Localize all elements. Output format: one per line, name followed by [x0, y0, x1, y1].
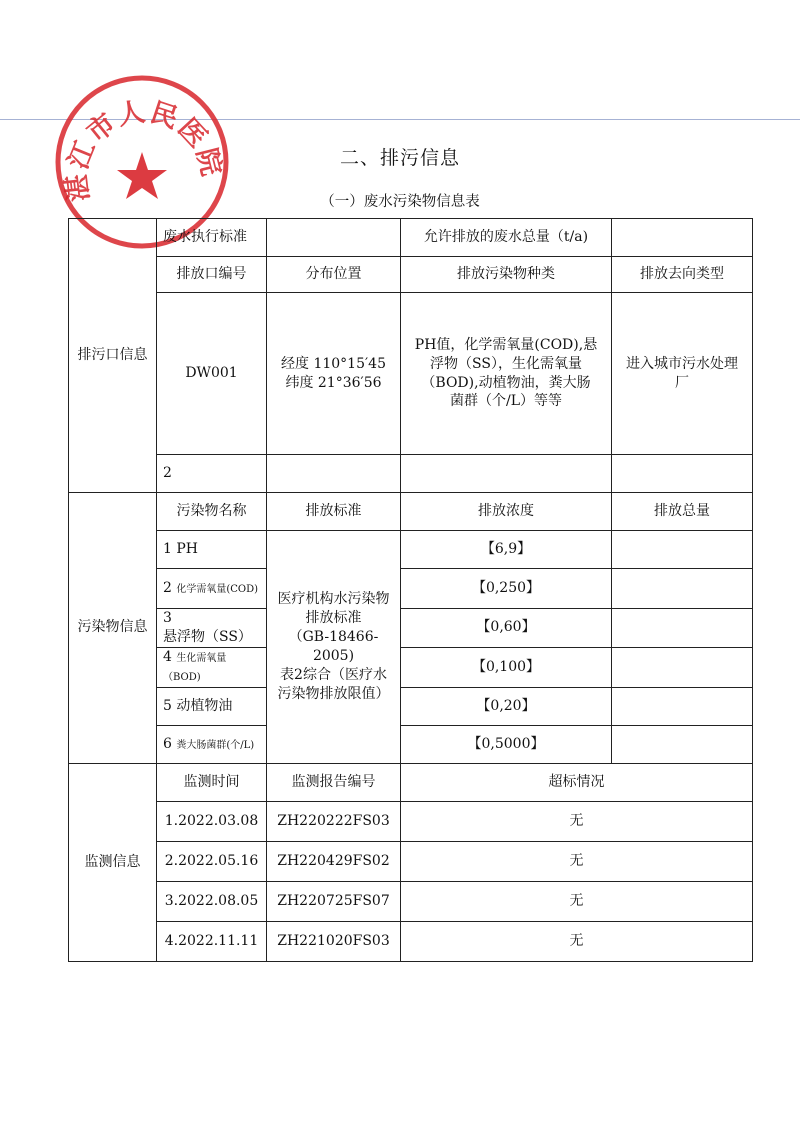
header-concentration: 排放浓度: [401, 493, 612, 531]
outlet-location: 经度 110°15′45 纬度 21°36′56: [267, 293, 401, 455]
header-report-number: 监测报告编号: [267, 763, 401, 801]
pollutant-name: 6 粪大肠菌群(个/L): [157, 725, 267, 763]
pollutant-name: 2 化学需氧量(COD): [157, 569, 267, 609]
pollutant-total: [612, 647, 753, 687]
header-exceed-status: 超标情况: [401, 763, 753, 801]
header-pollutant-types: 排放污染物种类: [401, 257, 612, 293]
header-standard: 排放标准: [267, 493, 401, 531]
pollutant-name: 3 悬浮物（SS）: [157, 609, 267, 648]
monitor-time: 4.2022.11.11: [157, 921, 267, 961]
allowed-total-value: [612, 219, 753, 257]
pollutant-concentration: 【0,250】: [401, 569, 612, 609]
pollutant-total: [612, 531, 753, 569]
pollutant-name: 5 动植物油: [157, 687, 267, 725]
monitor-time: 1.2022.03.08: [157, 801, 267, 841]
report-number: ZH220725FS07: [267, 881, 401, 921]
wastewater-pollutant-table: [68, 218, 753, 962]
header-location: 分布位置: [267, 257, 401, 293]
monitor-time: 3.2022.08.05: [157, 881, 267, 921]
exceed-status: 无: [401, 801, 753, 841]
outlet-pollutant-types: PH值，化学需氧量(COD),悬 浮物（SS），生化需氧量 （BOD),动植物油，粪大肠 菌群（个/L）等等: [401, 293, 612, 455]
section-label-outlet: 排污口信息: [69, 219, 157, 493]
seal-text: 湛江市人民医院: [61, 96, 228, 204]
header-outlet-id: 排放口编号: [157, 257, 267, 293]
pollutant-total: [612, 687, 753, 725]
section-label-pollutants: 污染物信息: [69, 493, 157, 764]
page-title: 二、排污信息: [339, 147, 460, 169]
pollutant-concentration: 【0,100】: [401, 647, 612, 687]
standard-value: [267, 219, 401, 257]
pollutant-concentration: 【6,9】: [401, 531, 612, 569]
exceed-status: 无: [401, 921, 753, 961]
pollutant-concentration: 【0,60】: [401, 609, 612, 648]
standard-label: 废水执行标准: [157, 219, 267, 257]
report-number: ZH221020FS03: [267, 921, 401, 961]
monitor-time: 2.2022.05.16: [157, 841, 267, 881]
exceed-status: 无: [401, 841, 753, 881]
header-monitor-time: 监测时间: [157, 763, 267, 801]
header-total: 排放总量: [612, 493, 753, 531]
outlet-destination: 进入城市污水处理 厂: [612, 293, 753, 455]
pollutant-total: [612, 725, 753, 763]
header-pollutant-name: 污染物名称: [157, 493, 267, 531]
pollutant-concentration: 【0,5000】: [401, 725, 612, 763]
header-destination: 排放去向类型: [612, 257, 753, 293]
report-number: ZH220429FS02: [267, 841, 401, 881]
section-label-monitoring: 监测信息: [69, 763, 157, 961]
pollutant-standard: 医疗机构水污染物 排放标准 （GB-18466-2005) 表2综合（医疗水 污染物排放限值）: [267, 531, 401, 764]
pollutant-concentration: 【0,20】: [401, 687, 612, 725]
allowed-total-label: 允许排放的废水总量（t/a): [401, 219, 612, 257]
pollutant-name: 4 生化需氧量（BOD): [157, 647, 267, 687]
pollutant-total: [612, 609, 753, 648]
pollutant-total: [612, 569, 753, 609]
exceed-status: 无: [401, 881, 753, 921]
outlet-id-2: 2: [157, 455, 267, 493]
pollutant-name: 1 PH: [157, 531, 267, 569]
report-number: ZH220222FS03: [267, 801, 401, 841]
table-caption: （一）废水污染物信息表: [320, 194, 480, 210]
outlet-id: DW001: [157, 293, 267, 455]
